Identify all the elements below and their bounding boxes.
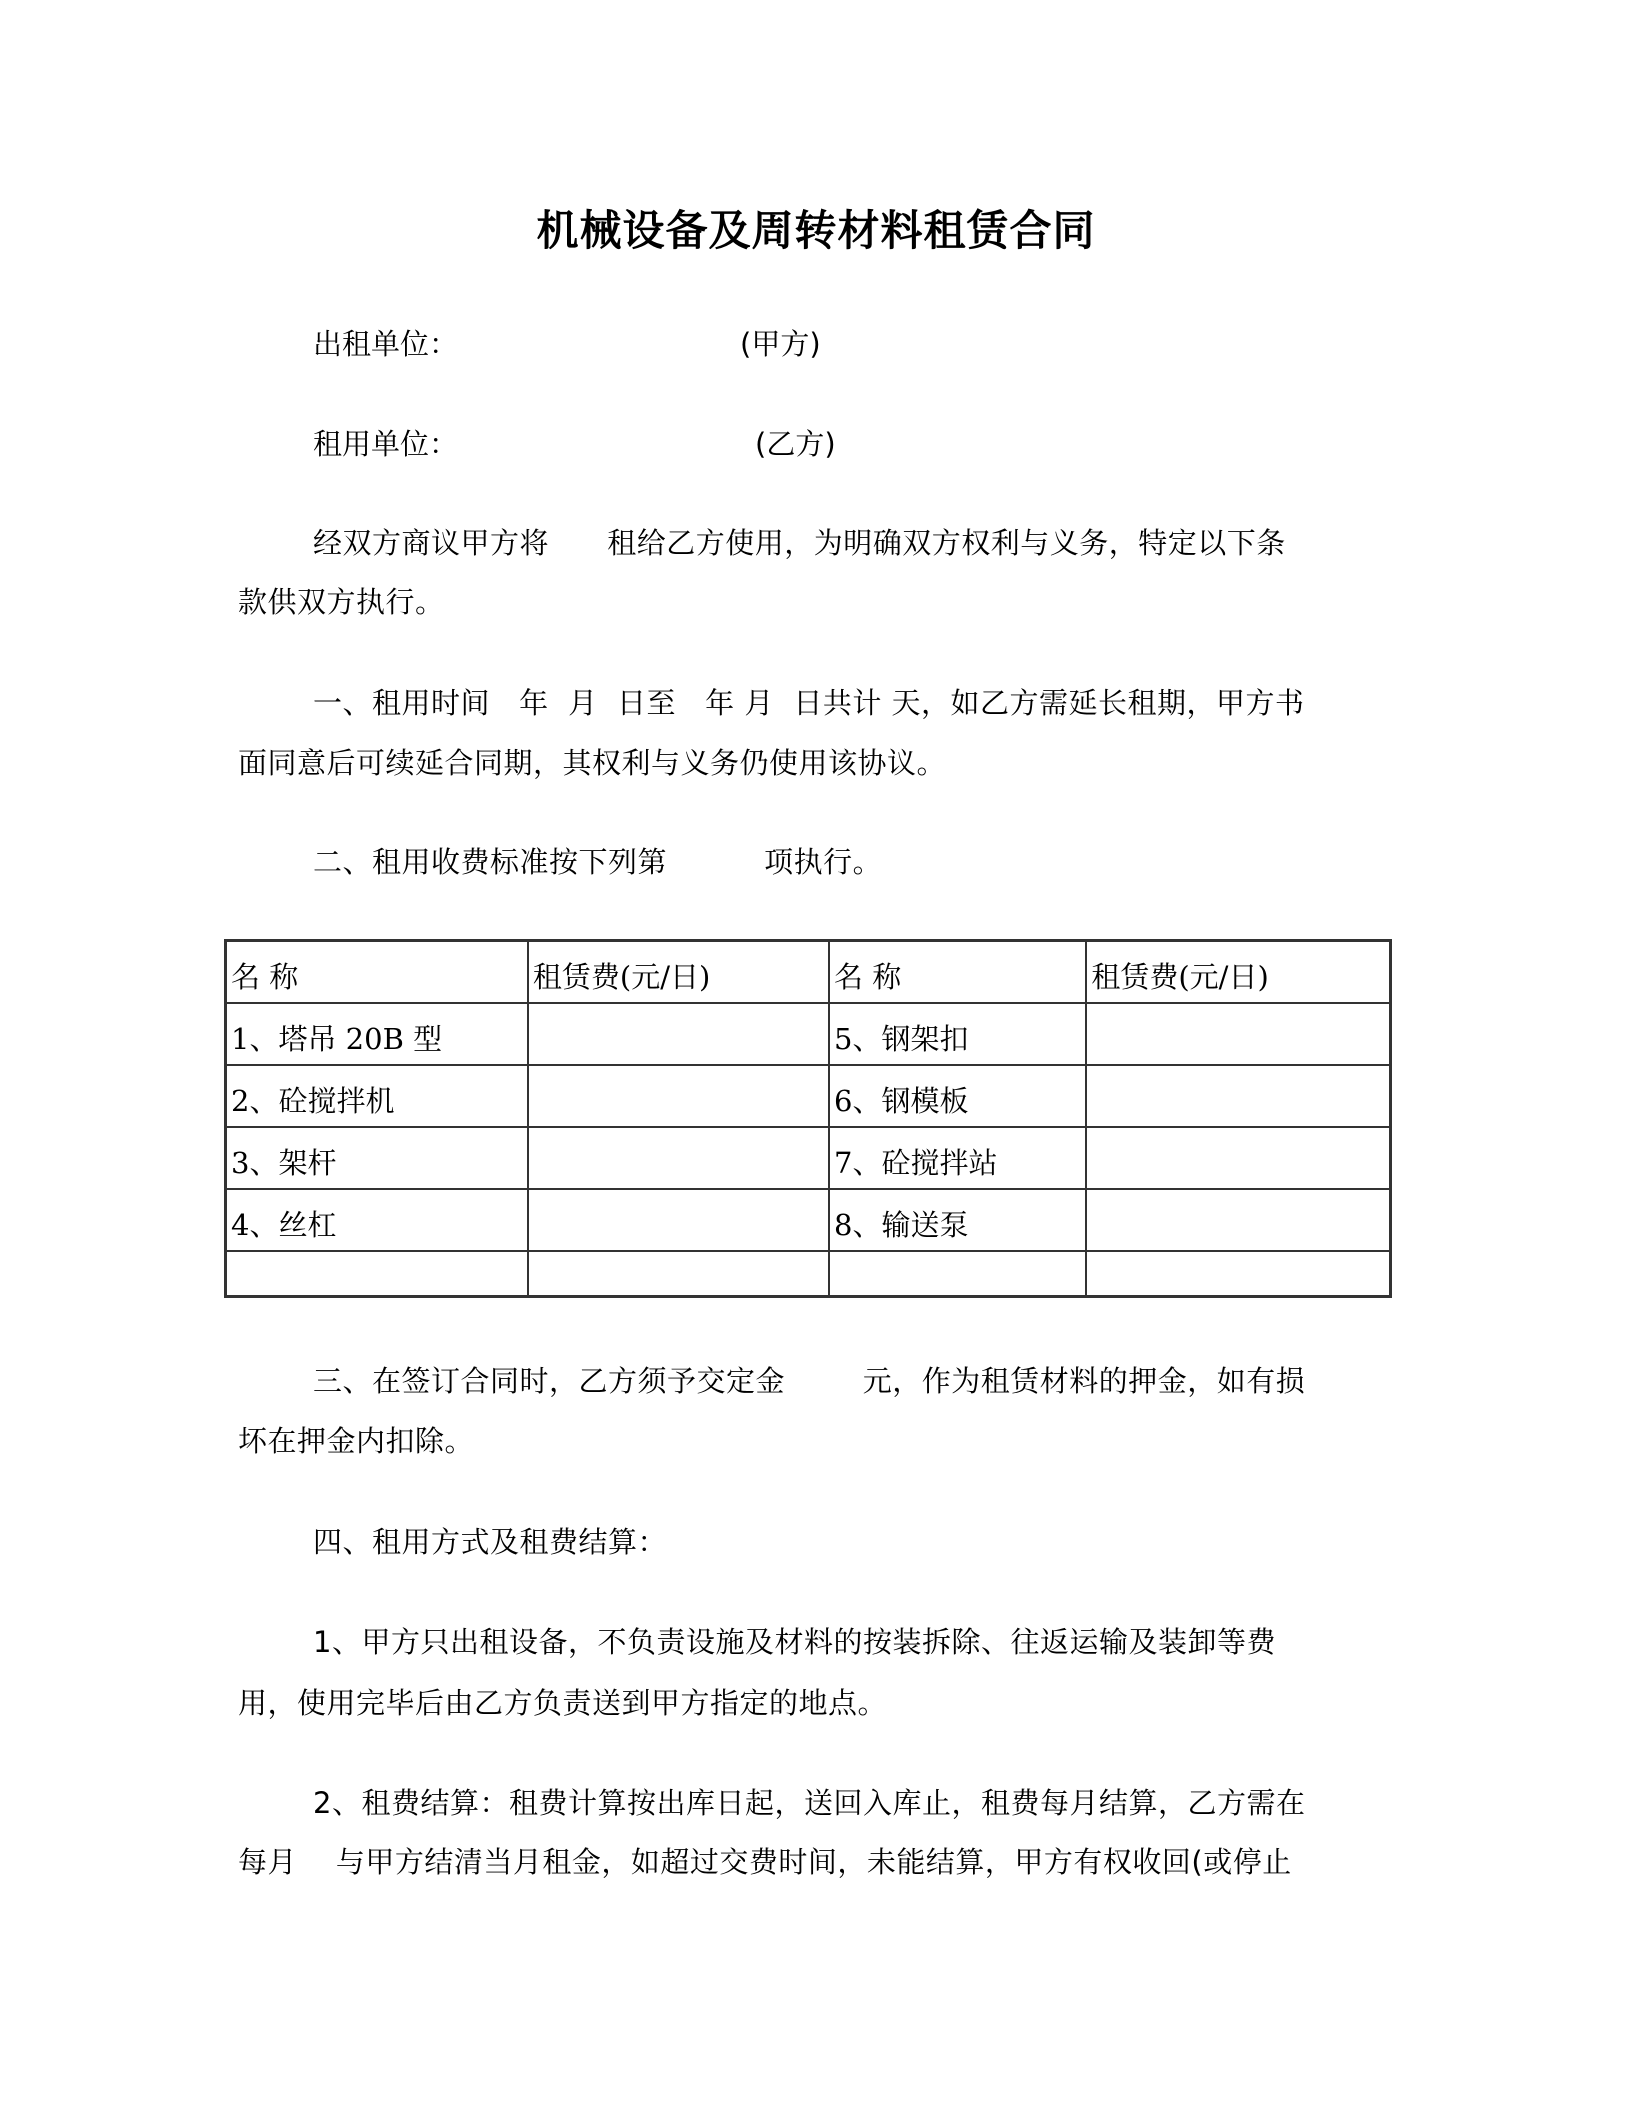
clause-2-line-1: 二、租用收费标准按下列第 项执行。 [313, 845, 883, 879]
document-title: 机械设备及周转材料租赁合同 [536, 206, 1096, 255]
item-fee [1086, 1189, 1390, 1251]
table-row-empty [226, 1251, 1391, 1297]
lessor-label: 出租单位： [313, 327, 459, 361]
item-name [829, 1251, 1086, 1297]
table-row [226, 1127, 1391, 1189]
item-fee [1086, 1065, 1390, 1127]
table-header-row [226, 941, 1391, 1003]
item-name [226, 1251, 528, 1297]
item-name: 8、输送泵 [829, 1189, 1086, 1251]
table-row [226, 1189, 1391, 1251]
table-row [226, 1003, 1391, 1065]
lessee-label: 租用单位： [313, 427, 459, 461]
item-name: 4、丝杠 [226, 1189, 528, 1251]
clause-4-heading: 四、租用方式及租费结算： [313, 1525, 668, 1559]
clause-3-line-2: 坏在押金内扣除。 [238, 1424, 475, 1458]
item-name: 5、钢架扣 [829, 1003, 1086, 1065]
item-fee [1086, 1003, 1390, 1065]
clause-1-line-1: 一、租用时间 年 月 日至 年 月 日共计 天，如乙方需延长租期，甲方书 [313, 686, 1305, 720]
intro-paragraph-line-1: 经双方商议甲方将 租给乙方使用，为明确双方权利与义务，特定以下条 [313, 526, 1286, 560]
item-name: 1、塔吊 20B 型 [226, 1003, 528, 1065]
item-fee [1086, 1127, 1390, 1189]
lessee-role: (乙方) [755, 427, 836, 461]
item-fee [1086, 1251, 1390, 1297]
table-row [226, 1065, 1391, 1127]
fee-table [224, 939, 1392, 1298]
clause-3-line-1: 三、在签订合同时，乙方须予交定金 元，作为租赁材料的押金，如有损 [313, 1364, 1306, 1398]
clause-4-1-line-1: 1、甲方只出租设备，不负责设施及材料的按装拆除、往返运输及装卸等费 [313, 1625, 1276, 1659]
item-name: 2、砼搅拌机 [226, 1065, 528, 1127]
item-name: 3、架杆 [226, 1127, 528, 1189]
header-name-1: 名 称 [226, 941, 528, 1003]
header-fee-1: 租赁费(元/日) [528, 941, 829, 1003]
clause-4-1-line-2: 用，使用完毕后由乙方负责送到甲方指定的地点。 [238, 1686, 888, 1720]
header-name-2: 名 称 [829, 941, 1086, 1003]
item-name: 6、钢模板 [829, 1065, 1086, 1127]
header-fee-2: 租赁费(元/日) [1086, 941, 1390, 1003]
item-fee [528, 1003, 829, 1065]
clause-1-line-2: 面同意后可续延合同期，其权利与义务仍使用该协议。 [238, 746, 947, 780]
item-name: 7、砼搅拌站 [829, 1127, 1086, 1189]
item-fee [528, 1251, 829, 1297]
item-fee [528, 1189, 829, 1251]
intro-paragraph-line-2: 款供双方执行。 [238, 585, 445, 619]
clause-4-2-line-2: 每月 与甲方结清当月租金，如超过交费时间，未能结算，甲方有权收回(或停止 [238, 1845, 1292, 1879]
item-fee [528, 1127, 829, 1189]
clause-4-2-line-1: 2、租费结算：租费计算按出库日起，送回入库止，租费每月结算，乙方需在 [313, 1786, 1306, 1820]
lessor-role: (甲方) [740, 327, 821, 361]
item-fee [528, 1065, 829, 1127]
